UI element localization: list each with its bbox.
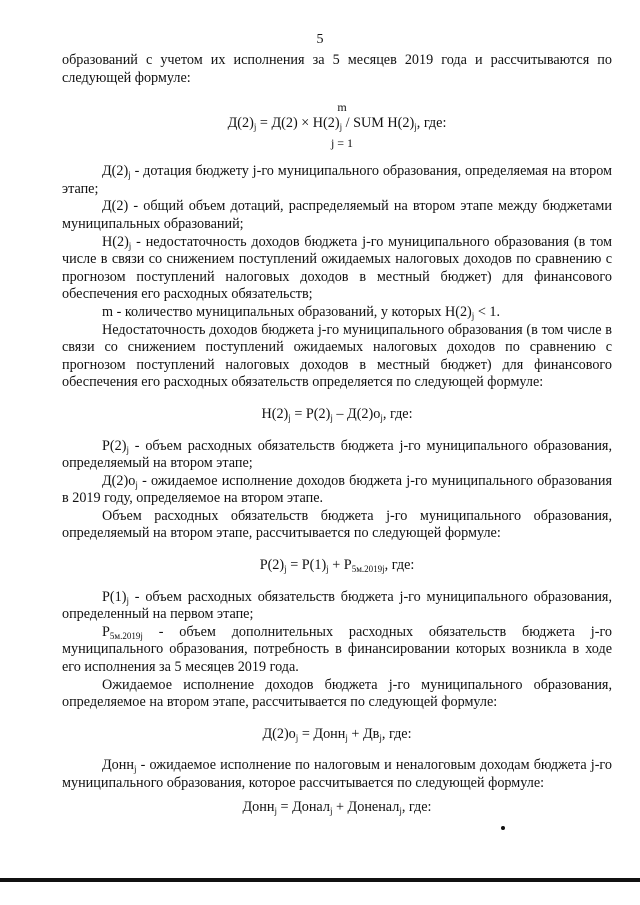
definition-p5m: $Р_{5м.2019j}$ - объем дополнительных расходных обязательств бюджета j-го муниципального образования, потребность в финансировании которых возникла в ходе его исполнения за 5 месяцев 2019 года. (62, 623, 613, 676)
definition-donnj: Донн$_j$ - ожидаемое исполнение по налоговым и неналоговым доходам бюджета j-го муниципального образования, которое рассчитывается по следующей формуле: (62, 757, 612, 791)
paragraph-intro: образований с учетом их исполнения за 5 месяцев 2019 года и рассчитываются по следующей формуле: (62, 52, 612, 86)
document-body (62, 52, 612, 830)
definition-d2: Д(2) - общий объем дотаций, распределяемый на втором этапе между бюджетами муниципальных образований; (62, 198, 612, 232)
page-number: 5 (316, 32, 324, 47)
paragraph-shortfall: Недостаточность доходов бюджета j-го муниципального образования (в том числе в связи со снижением поступлений ожидаемых налоговых доходов по сравнению с прогнозом поступлений налоговых доходов в местный бюджет) для финансового обеспечения его расходных обязательств определяется по следующей формуле: (62, 321, 612, 391)
formula-expected-revenue: $Д(2)о_j$ = Донн$_j$ + $Дв_j$, где: (262, 725, 412, 743)
formula-shortfall: $Н(2)_j = Р(2)_j - Д(2)о_j$, где: (261, 405, 413, 423)
definition-d2j: $Д(2)_j$ - дотация бюджету j-го муниципального образования, определяемая на втором этапе; (62, 163, 612, 197)
sum-upper-limit: m (337, 100, 347, 115)
definition-m: m - количество муниципальных образований, у которых $Н(2)_j < 1$. (102, 303, 501, 321)
formula-obligations: $Р(2)_j = Р(1)_j + Р_{5м.2019j}$, где: (259, 557, 415, 575)
sum-lower-limit: j = 1 (330, 136, 354, 151)
bottom-border-line (0, 878, 640, 882)
paragraph-obligations: Объем расходных обязательств бюджета j-го муниципального образования, определяемый на втором этапе, рассчитывается по следующей формуле: (62, 507, 612, 542)
formula-tax-revenue: Донн$_j$ = Донал$_j$ + Доненал$_j$, где: (242, 798, 432, 816)
definition-d2oj: $Д(2)о_j$ - ожидаемое исполнение доходов бюджета j-го муниципального образования в 2019 году, определяемое на втором этапе. (62, 472, 613, 507)
definition-p1j: $Р(1)_j$ - объем расходных обязательств бюджета j-го муниципального образования, определенный на первом этапе; (62, 588, 613, 623)
definition-h2j: $Н(2)_j$ - недостаточность доходов бюджета j-го муниципального образования (в том числе в связи со снижением поступлений ожидаемых налоговых доходов по сравнению с прогнозом поступлений налоговых доходов в местный бюджет) для финансового обеспечения его расходных обязательств; (62, 233, 612, 303)
definition-p2j: $Р(2)_j$ - объем расходных обязательств бюджета j-го муниципального образования, определяемый на втором этапе; (62, 437, 613, 472)
formula-dotation: m $Д(2)_j = Д(2) \times Н(2)_j$ / SUM $Н(2)_j$, где: j = 1 (62, 99, 612, 151)
paragraph-expected-revenue: Ожидаемое исполнение доходов бюджета j-го муниципального образования, определяемое на втором этапе, рассчитывается по следующей формуле: (62, 676, 612, 711)
scan-mark (501, 826, 505, 830)
